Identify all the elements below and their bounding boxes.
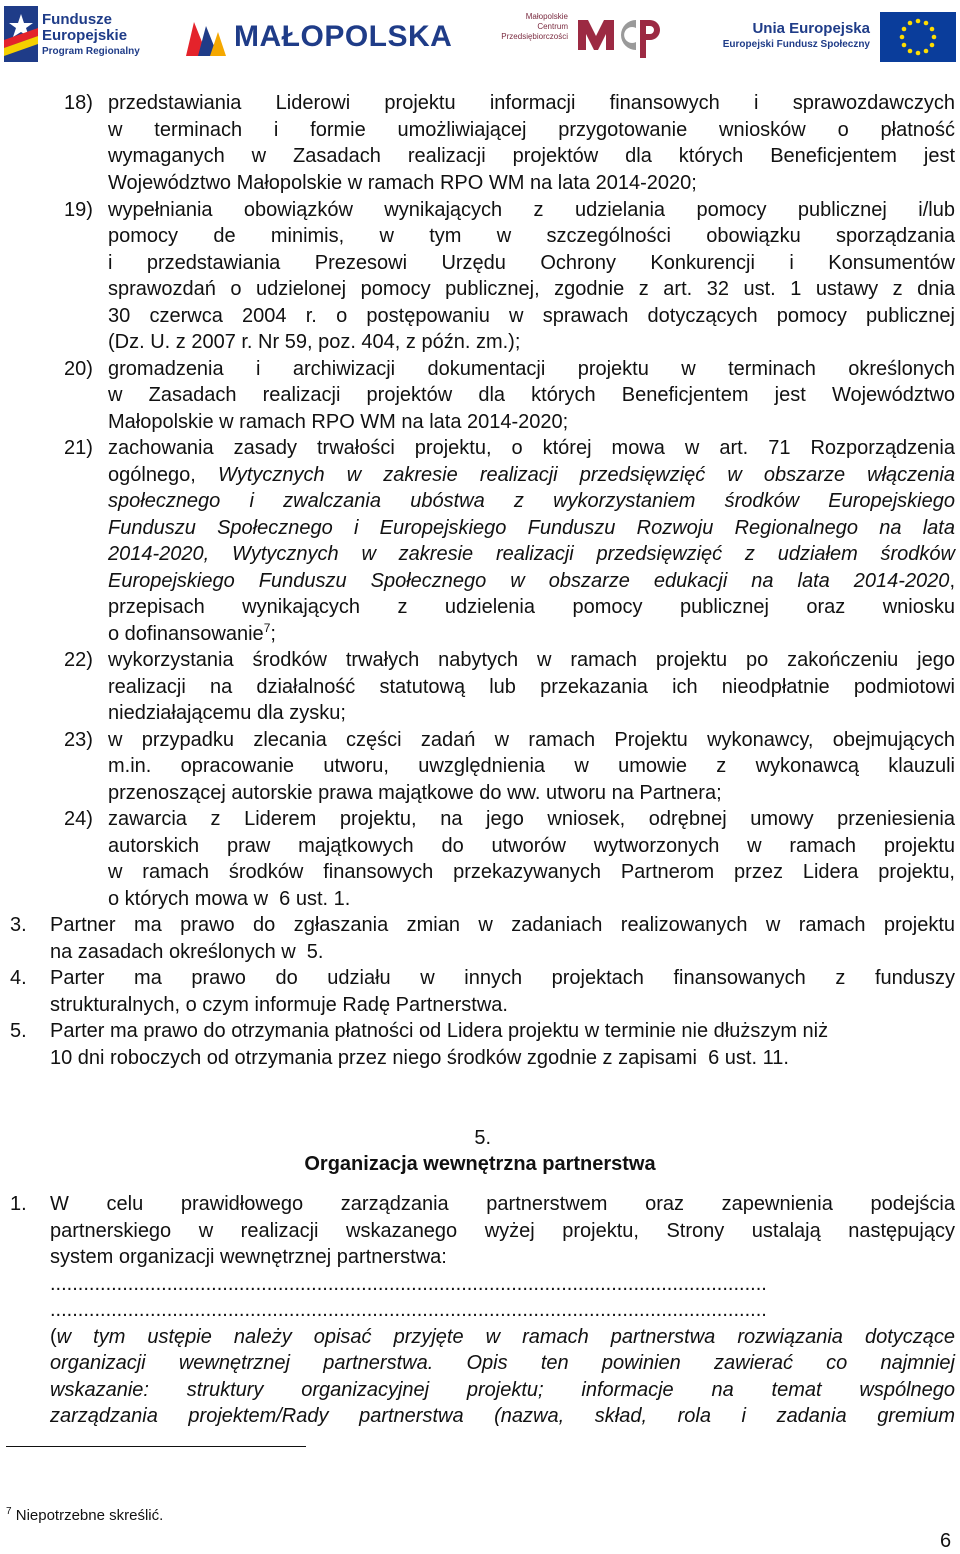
point-4-line-1: Parter ma prawo do udziału w innych projektach finansowanych z funduszy: [50, 967, 955, 989]
footnote-text: Niepotrzebne skreślić.: [15, 1507, 164, 1524]
item-24-line-1: zawarcia z Liderem projektu, na jego wniosek, odrębnej umowy przeniesienia: [108, 808, 955, 830]
item-24-number: 24): [64, 808, 93, 830]
item-21-number: 21): [64, 437, 93, 459]
item-18-line-1: przedstawiania Liderowi projektu informacji finansowych i sprawozdawczych: [108, 92, 955, 114]
mcp-logo: [498, 6, 668, 66]
ue-logo-line2: Europejski Fundusz Społeczny: [722, 39, 870, 50]
mcp-logo-line1: Małopolskie: [525, 12, 568, 21]
item-19-number: 19): [64, 199, 93, 221]
item-21-line-8a: o dofinansowanie: [108, 623, 264, 645]
page-number: 6: [940, 1530, 952, 1552]
item-20-number: 20): [64, 358, 93, 380]
item-23-line-2: m.in. opracowanie utworu, uwzględnienia w umowie z wykonawcą klauzuli: [108, 755, 955, 777]
item-18-line-4: Województwo Małopolskie w ramach RPO WM na lata 2014-2020;: [108, 172, 697, 194]
fill-in-dots-1: .................................................................................................................................: [50, 1273, 767, 1295]
malopolska-logo-text: MAŁOPOLSKA: [234, 20, 453, 53]
malopolska-mark-icon: [184, 18, 228, 58]
item-21-line-4: Funduszu Społecznego i Europejskiego Funduszu Rozwoju Regionalnego na lata: [108, 517, 955, 539]
item-20-line-2: w Zasadach realizacji projektów dla których Beneficjentem jest Województwo: [108, 384, 955, 406]
instruction-line-1-text: w tym ustępie należy opisać przyjęte w ramach partnerstwa rozwiązania dotyczące: [56, 1326, 955, 1348]
item-21-line-1: zachowania zasady trwałości projektu, o której mowa w art. 71 Rozporządzenia: [108, 437, 955, 459]
instruction-line-1: [50, 1324, 955, 1350]
item-22-line-3: niedziałającemu dla zysku;: [108, 702, 346, 724]
item-19-line-2: pomocy de minimis, w tym w szczególności obowiązku sporządzania: [108, 225, 955, 247]
fe-logo-line2: Europejskie: [42, 27, 128, 44]
item-21-line-6: [108, 568, 955, 594]
mcp-logo-line2: Centrum: [537, 22, 568, 31]
item-19-line-3: i przedstawiania Prezesowi Urzędu Ochrony Konkurencji i Konsumentów: [108, 252, 955, 274]
item-21-line-8b: ;: [270, 623, 276, 645]
item-21-line-2a: ogólnego,: [108, 464, 218, 486]
malopolska-logo: [184, 16, 464, 60]
item-18-line-2: w terminach i formie umożliwiającej przygotowanie wniosków o płatność: [108, 119, 955, 141]
instruction-line-4: zarządzania projektem/Rady partnerstwa (nazwa, skład, rola i zadania gremium: [50, 1405, 955, 1427]
fe-logo-line1: Fundusze: [42, 11, 112, 28]
point-4-number: 4.: [10, 967, 27, 989]
instruction-line-3: wskazanie: struktury organizacyjnej projektu; informacje na temat wspólnego: [50, 1379, 955, 1401]
point-3-line-2: na zasadach określonych w 5.: [50, 941, 324, 963]
item-21-line-6b: ,: [949, 570, 955, 592]
footnote-ref-7[interactable]: 7: [263, 621, 271, 635]
item-19-line-6: (Dz. U. z 2007 r. Nr 59, poz. 404, z późn. zm.);: [108, 331, 521, 353]
fe-logo-line3: Program Regionalny: [42, 46, 140, 57]
item-21-line-6a: Europejskiego Funduszu Społecznego w obszarze edukacji na lata 2014-2020: [108, 570, 950, 592]
item-24-line-2: autorskich praw majątkowych do utworów wytworzonych w ramach projektu: [108, 835, 955, 857]
item-21-line-3: społecznego i zwalczania ubóstwa z wykorzystaniem środków Europejskiego: [108, 490, 955, 512]
item-24-line-4: o których mowa w 6 ust. 1.: [108, 888, 351, 910]
point-3-line-1: Partner ma prawo do zgłaszania zmian w zadaniach realizowanych w ramach projektu: [50, 914, 955, 936]
item-21-line-2: [108, 462, 955, 488]
footnote-separator: [6, 1446, 306, 1447]
fill-in-dots-2: .................................................................................................................................: [50, 1299, 767, 1321]
logo-header: [0, 0, 960, 72]
item-19-line-1: wypełniania obowiązków wynikających z udzielania pomocy publicznej i/lub: [108, 199, 955, 221]
fe-star-icon: [4, 6, 38, 62]
eu-flag-icon: [880, 12, 956, 62]
item-22-line-1: wykorzystania środków trwałych nabytych w ramach projektu po zakończeniu jego: [108, 649, 955, 671]
point-4-line-2: strukturalnych, o czym informuje Radę Partnerstwa.: [50, 994, 508, 1016]
item-19-line-5: 30 czerwca 2004 r. o postępowaniu w sprawach dotyczących pomocy publicznej: [108, 305, 955, 327]
section-point-1-number: 1.: [10, 1193, 27, 1215]
fundusze-europejskie-logo: [4, 4, 154, 64]
item-21-line-7: przepisach wynikających z udzielenia pomocy publicznej oraz wniosku: [108, 596, 955, 618]
item-23-number: 23): [64, 729, 93, 751]
section-point-1-line-1: W celu prawidłowego zarządzania partnerstwem oraz zapewnienia podejścia: [50, 1193, 955, 1215]
section-point-1-line-2: partnerskiego w realizacji wskazanego wyżej projektu, Strony ustalają następujący: [50, 1220, 955, 1242]
footnote: [6, 1506, 163, 1526]
item-18-number: 18): [64, 92, 93, 114]
unia-europejska-logo: [720, 6, 958, 62]
point-3-number: 3.: [10, 914, 27, 936]
ue-logo-line1: Unia Europejska: [752, 20, 870, 37]
mcp-logo-line3: Przedsiębiorczości: [501, 32, 568, 41]
item-19-line-4: sprawozdań o udzielonej pomocy publicznej, zgodnie z art. 32 ust. 1 ustawy z dnia: [108, 278, 955, 300]
item-24-line-3: w ramach środków finansowych przekazywanych Partnerom przez Lidera projektu,: [108, 861, 955, 883]
item-22-number: 22): [64, 649, 93, 671]
item-21-line-2b: Wytycznych w zakresie realizacji przedsięwzięć w obszarze włączenia: [217, 464, 955, 486]
point-5-line-1: Parter ma prawo do otrzymania płatności od Lidera projektu w terminie nie dłuższym niż: [50, 1020, 829, 1042]
item-23-line-3: przenoszącej autorskie prawa majątkowe do ww. utworu na Partnera;: [108, 782, 722, 804]
section-number: 5.: [468, 1127, 492, 1149]
mcp-mark-icon: [574, 6, 666, 62]
point-5-line-2: 10 dni roboczych od otrzymania przez niego środków zgodnie z zapisami 6 ust. 11.: [50, 1047, 789, 1069]
instruction-line-2: organizacji wewnętrznej partnerstwa. Opis ten powinien zawierać co najmniej: [50, 1352, 955, 1374]
item-21-line-8: [108, 621, 276, 647]
item-20-line-3: Małopolskie w ramach RPO WM na lata 2014-2020;: [108, 411, 569, 433]
item-21-line-5: 2014-2020, Wytycznych w zakresie realizacji przedsięwzięć z udziałem środków: [108, 543, 955, 565]
item-20-line-1: gromadzenia i archiwizacji dokumentacji projektu w terminach określonych: [108, 358, 955, 380]
item-18-line-3: wymaganych w Zasadach realizacji projektów dla których Beneficjentem jest: [108, 145, 955, 167]
section-point-1-line-3: system organizacji wewnętrznej partnerstwa:: [50, 1246, 447, 1268]
footnote-marker: 7: [6, 1506, 12, 1517]
item-22-line-2: realizacji na działalność statutową lub przekazania ich nieodpłatnie podmiotowi: [108, 676, 955, 698]
item-23-line-1: w przypadku zlecania części zadań w ramach Projektu wykonawcy, obejmujących: [108, 729, 955, 751]
point-5-number: 5.: [10, 1020, 27, 1042]
section-title: Organizacja wewnętrzna partnerstwa: [304, 1153, 656, 1175]
instruction-paren: (: [50, 1326, 57, 1348]
